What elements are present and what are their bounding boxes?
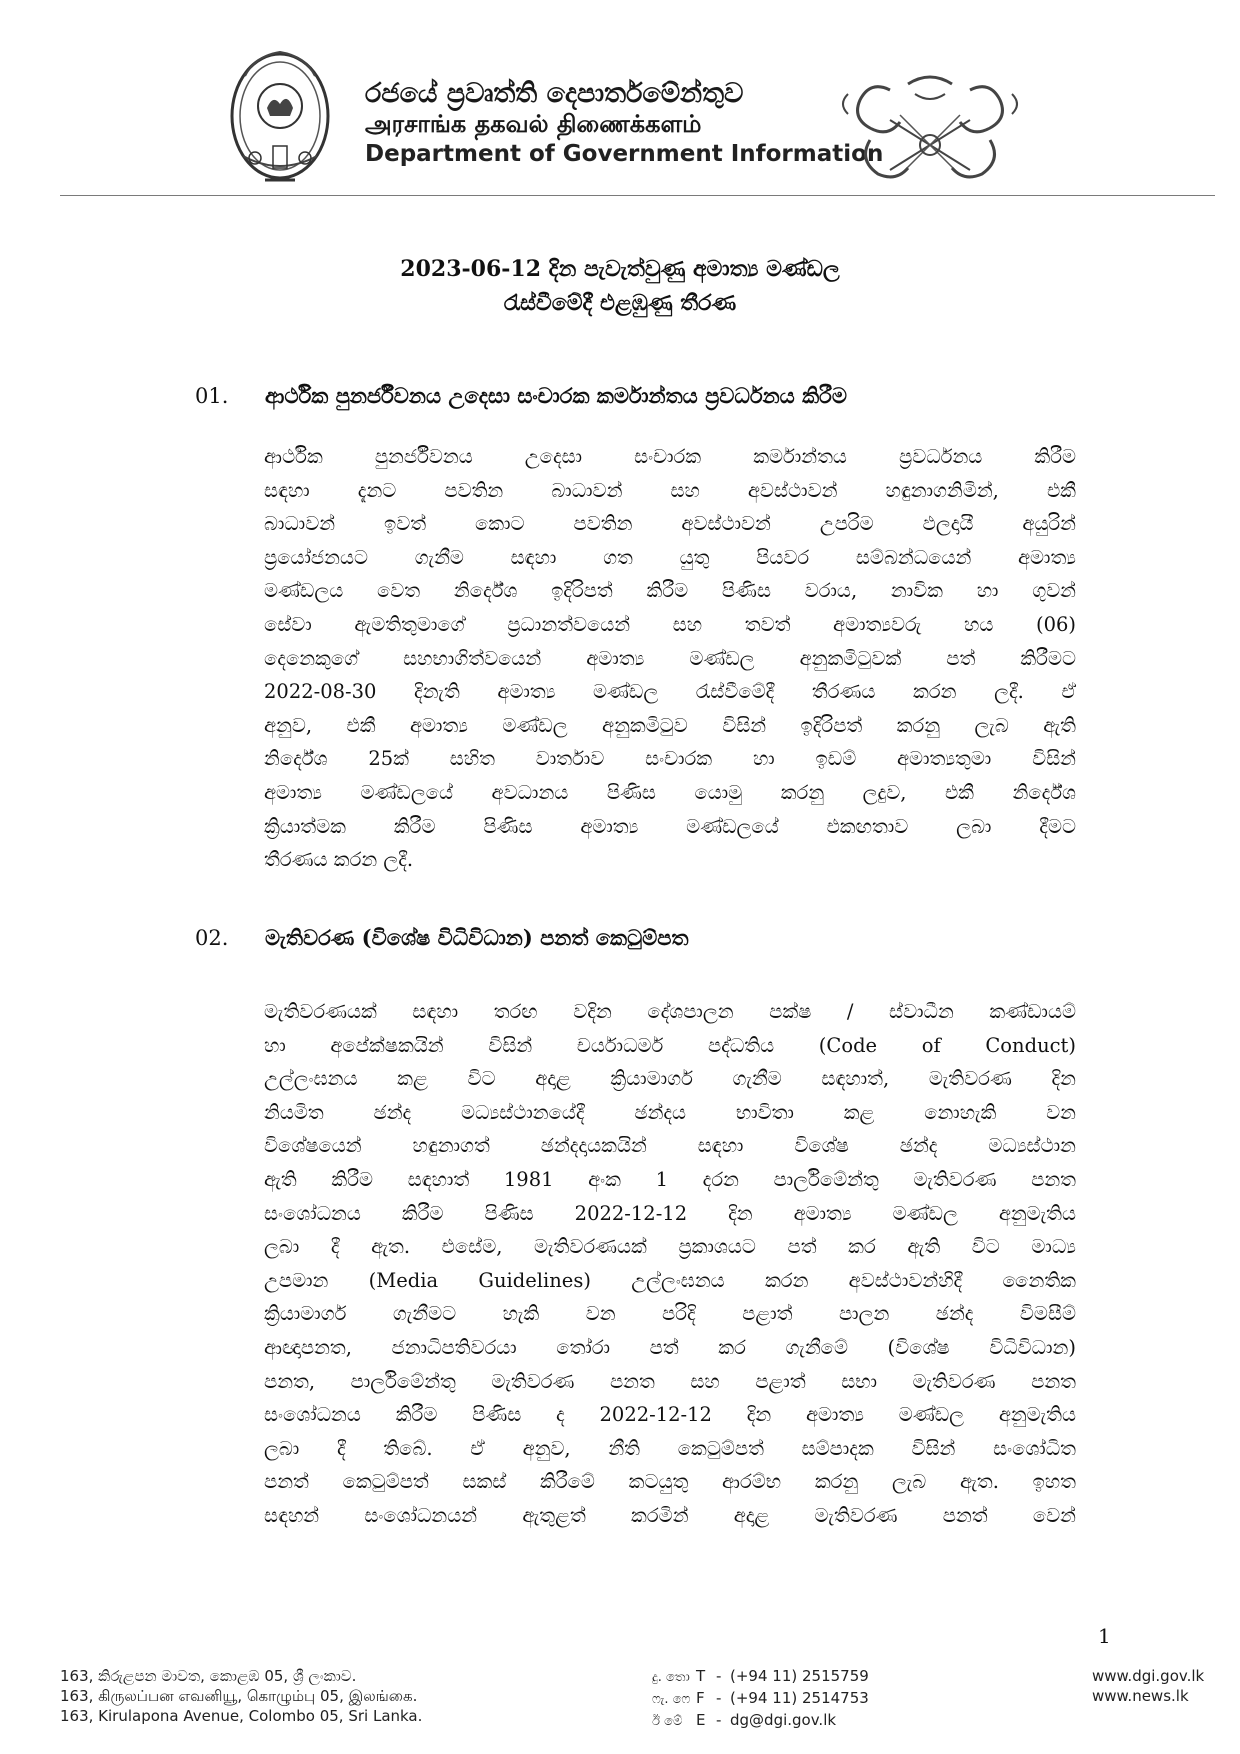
fax-row <box>652 1688 952 1710</box>
letterhead <box>60 40 1215 190</box>
paragraph-line: බාධාවන් ඉවත් කොට පවතින අවස්ථාවන් උපරිම ඵලදායී අයුරින් <box>264 512 1076 536</box>
paragraph-line: හා අපේක්ෂකයින් විසින් චර්යාධර්ම පද්ධතිය (Code of Conduct) <box>264 1033 1076 1057</box>
paragraph-line: සේවා ඇමතිතුමාගේ ප්‍රධානත්වයෙන් සහ තවත් අමාත්‍යවරු හය (06) <box>264 612 1076 636</box>
section-heading <box>195 925 1095 951</box>
paragraph-line: ක්‍රියාමාර්ග ගැනීමට හැකි වන පරිදි පළාත් පාලන ඡන්ද විමසීම් <box>264 1302 1076 1326</box>
paragraph-line: ආඥාපනත, ජනාධිපතිවරයා තෝරා පත් කර ගැනීමේ (විශේෂ විධිවිධාන) <box>264 1335 1076 1359</box>
paragraph-line: සඳහා දැනට පවතින බාධාවන් සහ අවස්ථාවන් හඳුනාගනිමින්, එකී <box>264 478 1076 502</box>
national-emblem-icon <box>225 46 335 196</box>
title-line-2: රැස්වීමේදී එළඹුණු තීරණ <box>503 290 737 316</box>
fax-label-sinhala: ෆැ. ෆෙ <box>652 1692 691 1707</box>
paragraph-line: ලබා දී තිබේ. ඒ අනුව, නීති කෙටුම්පත් සම්පාදක විසින් සංශෝධිත <box>264 1436 1076 1460</box>
dept-name-tamil: அரசாங்க தகவல் திணைக்களம் <box>365 110 702 139</box>
section-title: මැතිවරණ (විශේෂ විධිවිධාන) පනත් කෙටුම්පත <box>265 925 689 950</box>
paragraph-line: ඇති කිරීම සඳහාත් 1981 අංක 1 දරන පාර්ලිමේන්තු මැතිවරණ පනත <box>264 1167 1076 1191</box>
dept-name-english: Department of Government Information <box>365 140 884 167</box>
paragraph-line: මණ්ඩලය වෙත නිර්දේශ ඉදිරිපත් කිරීම පිණිස වරාය, නාවික හා ගුවන් <box>264 579 1076 603</box>
header-divider <box>60 195 1215 196</box>
title-line-1: 2023-06-12 දින පැවැත්වුණු අමාත්‍ය මණ්ඩල <box>400 256 840 282</box>
address-tamil: 163, கிருலப்பன எவனியூ, கொழும்பு 05, இலங்கை. <box>60 1687 418 1705</box>
paragraph-line: නියමිත ඡන්ද මධ්‍යස්ථානයේදී ඡන්දය භාවිතා කළ නොහැකි වන <box>264 1100 1076 1124</box>
paragraph-line: අනුව, එකී අමාත්‍ය මණ්ඩල අනුකමිටුව විසින් ඉදිරිපත් කරනු ලැබ ඇති <box>264 713 1076 737</box>
address-english: 163, Kirulapona Avenue, Colombo 05, Sri Lanka. <box>60 1707 423 1725</box>
email-label: E <box>696 1711 706 1729</box>
email-row <box>652 1710 952 1732</box>
paragraph-line: අමාත්‍ය මණ්ඩලයේ අවධානය පිණිස යොමු කරනු ලදුව, එකී නිර්දේශ <box>264 780 1076 804</box>
department-names <box>365 78 884 167</box>
paragraph-line: සඳහන් සංශෝධනයන් ඇතුළත් කරමින් අදාළ මැතිවරණ පනත් වෙන් <box>264 1503 1076 1527</box>
separator: - <box>716 1689 722 1707</box>
paragraph-line: සංශෝධනය කිරීම පිණිස ද 2022-12-12 දින අමාත්‍ය මණ්ඩල අනුමැතිය <box>264 1403 1076 1427</box>
address-sinhala: 163, කිරුළපන මාවත, කොළඹ 05, ශ්‍රී ලංකාව. <box>60 1667 357 1685</box>
footer-contact <box>652 1666 952 1732</box>
paragraph-line: මැතිවරණයක් සඳහා තරඟ වදින දේශපාලන පක්ෂ / ස්වාධීන කණ්ඩායම් <box>264 1000 1076 1023</box>
section-number: 01. <box>195 384 229 408</box>
paragraph-line: දෙනෙකුගේ සහභාගිත්වයෙන් අමාත්‍ය මණ්ඩල අනුකමිටුවක් පත් කිරීමට <box>264 646 1076 670</box>
paragraph-line: ප්‍රයෝජනයට ගැනීම සඳහා ගත යුතු පියවර සම්බන්ධයෙන් අමාත්‍ය <box>264 545 1076 569</box>
section-paragraph <box>264 995 1076 1533</box>
phone-number: (+94 11) 2515759 <box>730 1667 869 1685</box>
separator: - <box>716 1711 722 1729</box>
email-address[interactable]: dg@dgi.gov.lk <box>730 1711 837 1729</box>
paragraph-line: තීරණය කරන ලදී. <box>264 848 414 872</box>
paragraph-line: උල්ලංඝනය කළ විට අදාළ ක්‍රියාමාර්ග ගැනීම සඳහාත්, මැතිවරණ දින <box>264 1067 1076 1091</box>
website-link-news[interactable]: www.news.lk <box>1092 1687 1189 1705</box>
separator: - <box>716 1667 722 1685</box>
dept-name-sinhala: රජයේ ප්‍රවෘත්ති දෙපාර්තමේන්තුව <box>365 78 744 109</box>
section-title: ආර්ථික පුනර්ජීවනය උදෙසා සංචාරක කර්මාන්තය ප්‍රවර්ධනය කිරීම <box>265 383 847 408</box>
swan-ornament-icon <box>830 70 1030 182</box>
paragraph-line: ක්‍රියාත්මක කිරීම පිණිස අමාත්‍ය මණ්ඩලයේ එකඟතාව ලබා දීමට <box>264 814 1076 838</box>
section-paragraph <box>264 440 1076 877</box>
paragraph-line: නිර්දේශ 25ක් සහිත වාර්තාව සංචාරක හා ඉඩම් අමාත්‍යතුමා විසින් <box>264 747 1076 771</box>
paragraph-line: පනත් කෙටුම්පත් සකස් කිරීමේ කටයුතු ආරම්භ කරනු ලැබ ඇත. ඉහත <box>264 1470 1076 1494</box>
paragraph-line: පනත, පාර්ලිමේන්තු මැතිවරණ පනත සහ පළාත් සභා මැතිවරණ පනත <box>264 1369 1076 1393</box>
phone-row <box>652 1666 952 1688</box>
fax-number: (+94 11) 2514753 <box>730 1689 869 1707</box>
phone-label: T <box>696 1667 706 1685</box>
paragraph-line: උපමාන (Media Guidelines) උල්ලංඝනය කරන අවස්ථාවන්හිදී නෛතික <box>264 1268 1076 1292</box>
paragraph-line: 2022-08-30 දිනැති අමාත්‍ය මණ්ඩල රැස්වීමේදී තීරණය කරන ලදී. ඒ <box>264 680 1076 704</box>
paragraph-line: සංශෝධනය කිරීම පිණිස 2022-12-12 දින අමාත්‍ය මණ්ඩල අනුමැතිය <box>264 1201 1076 1225</box>
paragraph-line: ලබා දී ඇත. එසේම, මැතිවරණයක් ප්‍රකාශයට පත් කර ඇති විට මාධ්‍ය <box>264 1235 1076 1259</box>
section-number: 02. <box>195 926 229 950</box>
footer-address <box>60 1666 580 1726</box>
footer-websites <box>1092 1666 1222 1706</box>
website-link-dgi[interactable]: www.dgi.gov.lk <box>1092 1667 1205 1685</box>
paragraph-line: ආර්ථික පුනර්ජීවනය උදෙසා සංචාරක කර්මාන්තය ප්‍රවර්ධනය කිරීම <box>264 445 1076 468</box>
section-heading <box>195 383 1095 409</box>
paragraph-line: විශේෂයෙන් හඳුනාගත් ඡන්දදායකයින් සඳහා විශේෂ ඡන්ද මධ්‍යස්ථාන <box>264 1134 1076 1158</box>
page-number: 1 <box>1098 1624 1111 1648</box>
document-title <box>200 252 1040 320</box>
phone-label-sinhala: දු. තො <box>652 1670 690 1685</box>
fax-label: F <box>696 1689 705 1707</box>
email-label-sinhala: ඊ මේ <box>652 1714 683 1729</box>
